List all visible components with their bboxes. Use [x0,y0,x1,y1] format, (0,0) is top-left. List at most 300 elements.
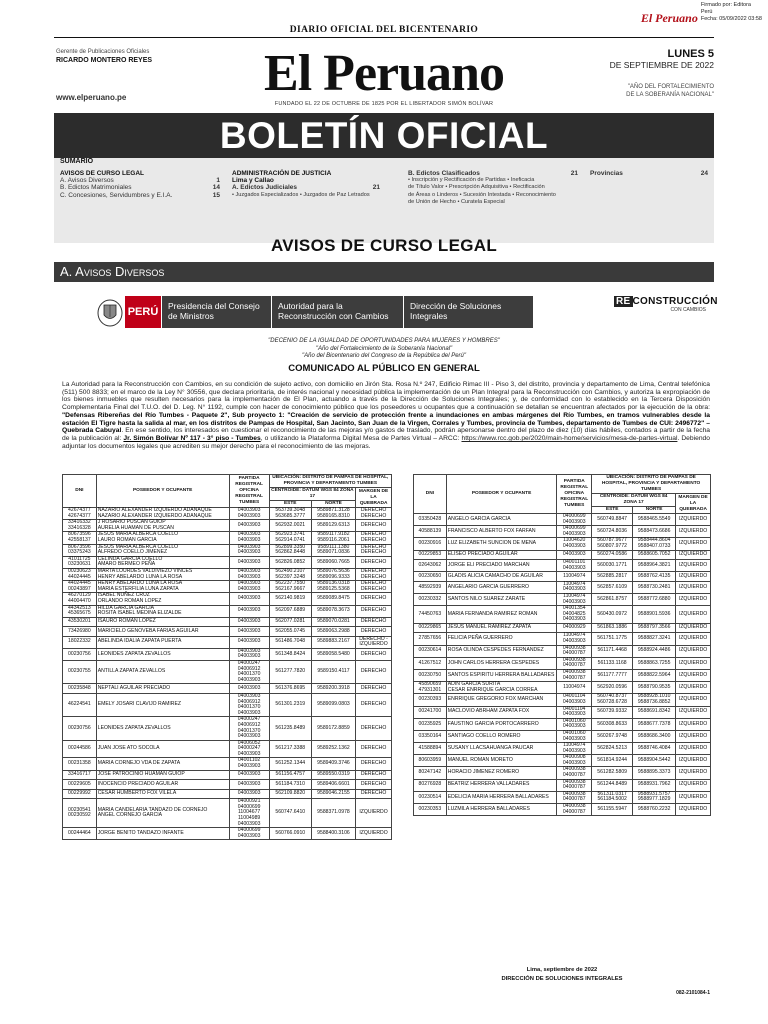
table-row [414,718,711,730]
cell-dni: 44342513 45365675 [63,605,97,617]
sumario-item[interactable] [590,170,708,177]
cell-dni: 00230514 [414,791,447,803]
recons-main-text: CONSTRUCCIÓN [632,296,718,307]
cell-norte: 9588901.5936 [633,606,676,624]
body-text: . En ese sentido, los interesados en cuestionar el reconocimiento de las mejoras y/o gastos de traslado, podrán apersonarse dentro del plazo de diez (10) días hábiles, contados a partir de la fecha de la publicación al: [62,427,711,442]
cell-partida: 04000938 04000787 [557,804,592,816]
mesa-partes-link[interactable]: https://www.rcc.gob.pe/2020/main-home/servicios/mesa-de-partes-virtual [461,434,678,442]
issue-day: LUNES 5 [667,48,714,60]
cell-este: 561252.1344 [269,758,311,770]
cell-partida: 04000938 04000787 [557,767,592,779]
cell-dni: 43530201 [63,617,97,627]
cell-owner: ABELINDA IDALIA ZAPATA PUERTA [96,636,229,648]
cell-norte: 9588863.7255 [633,657,676,669]
cell-partida: 04000908 04003903 [557,755,592,767]
table-row [63,828,392,840]
cell-norte: 9588746.4084 [633,743,676,755]
table-row [414,633,711,645]
cell-norte: 9588691.8342 [633,706,676,718]
recons-re: RE [616,296,631,307]
col-este: ESTE [269,501,311,508]
cell-este: 560030.1771 [592,560,633,572]
dsi-logo: Dirección de Soluciones Integrales [403,296,533,328]
table-body-right [414,514,711,816]
cell-owner: SUSANY LLACSAHUANGA PAUCAR [446,743,557,755]
table-row [414,560,711,572]
sumario-item[interactable] [408,170,578,177]
cell-partida: 04003903 [229,520,269,532]
cell-norte: 9588371.0978 [311,799,355,828]
masthead-top-title: DIARIO OFICIAL DEL BICENTENARIO [289,25,479,35]
table-row [63,770,392,780]
cell-margen: IZQUIERDO [676,633,711,645]
affected-table-left [62,474,392,840]
cell-partida: 04000929 [557,623,592,633]
table-row [414,791,711,803]
cell-dni: 42674377 42674377 [63,508,97,520]
sumario-item[interactable] [232,184,380,191]
table-row [63,740,392,758]
cell-este: 562826.0852 [269,556,311,568]
body-text: . Debiendo adjuntar los documentos legales que acrediten su mejor derecho para el reconocimiento de las mejoras. [62,434,710,450]
cell-margen: DERECHO [356,684,392,694]
sumario-col-avisos [60,170,220,199]
cell-owner: MARTA LOURDES VALDIVIEZO VINCES HENRY ABELARDO LUNA LA ROSA [96,568,229,580]
sumario-small: de Áreas o Linderos • Sucesión Intestada • Reconocimiento [408,191,556,198]
sumario-small: • Inscripción y Rectificación de Partidas • Ineficacia [408,177,535,184]
recons-wordmark [614,296,718,307]
cell-owner: JORGE BENITO TANDAZO INFANTE [96,828,229,840]
cell-margen: DERECHO [356,780,392,790]
cell-este: 561244.8489 [592,779,633,791]
col-dni: DNI [63,475,97,508]
cell-este: 560430.0972 [592,606,633,624]
cell-dni: 73426980 [63,627,97,637]
cell-dni: 00230332 [414,593,447,605]
col-este: ESTE [592,507,633,514]
cell-norte: 9588762.4135 [633,572,676,582]
table-row [414,730,711,742]
sumario-small: • Juzgados Especializados • Juzgados de Paz Letrados [232,191,370,198]
cell-owner: JOSE PATROCINIO HUAMAN GUIOP [96,770,229,780]
section-title: AVISOS DE CURSO LEGAL [270,236,498,255]
cell-norte: 9588822.5964 [633,669,676,681]
cell-owner: EDELICIA MARIA HERRERA BALLADARES [446,791,557,803]
cell-dni: 00244586 [63,740,97,758]
table-row [414,743,711,755]
table-row [63,661,392,684]
cell-dni: 80276928 [414,779,447,791]
cell-owner: ISAURO ROMAN LOPEZ [96,617,229,627]
table-row [414,645,711,657]
cell-margen: IZQUIERDO [676,779,711,791]
cell-owner: ADIN GARCIA SURITA CESAR ENRRIQUE GARCIA CORREA [446,682,557,694]
cell-norte: 9588827.3241 [633,633,676,645]
table-row [414,581,711,593]
decenio-line: "Año del Fortalecimiento de la Soberanía Nacional" [315,345,453,352]
cell-margen: DERECHO [356,648,392,660]
sumario-col-provincias [590,170,708,177]
col-partida: PARTIDA REGISTRAL OFICINA REGISTRAL TUMBES [229,475,269,508]
cell-margen: DERECHO [356,693,392,716]
cell-norte: 9588924.4486 [633,645,676,657]
table-row [414,572,711,582]
table-row [414,804,711,816]
cell-norte: 9589172.8859 [311,717,355,740]
founded-line: FUNDADO EL 22 DE OCTUBRE DE 1825 POR EL LIBERTADOR SIMÓN BOLÍVAR [274,101,494,107]
sumario-title: SUMARIO [60,158,94,165]
cell-este: 561235.8489 [269,717,311,740]
cell-margen: IZQUIERDO [356,828,392,840]
cell-partida: 04001104 04003903 [557,706,592,718]
table-row [414,779,711,791]
item-page: 1 [216,177,220,185]
cell-owner: JORGE ELI PRECIADO MARCHAN [446,560,557,572]
cell-norte: 9588964.3821 [633,560,676,572]
table-row [63,617,392,627]
peru-logo: PERÚ [125,296,161,328]
table-row [63,693,392,716]
cell-partida: 04003903 04003903 [229,581,269,593]
cell-owner: CELINDA GARCIA COELLO AMARO BERMEO PEÑA [96,556,229,568]
cell-dni: 00230750 [414,669,447,681]
sumario-item[interactable] [60,184,220,191]
cell-dni: 00230393 [414,694,447,706]
slogan-line: DE LA SOBERANÍA NACIONAL" [626,91,714,98]
cell-partida: 04003903 [229,617,269,627]
cell-partida: 04000938 04000787 [557,657,592,669]
cell-owner: FELICIA PEÑA GUERRERO [446,633,557,645]
cell-owner: FRANCISCO ALBERTO FOX FARFAN [446,526,557,538]
cell-dni: 00230916 [414,538,447,550]
cell-partida: 04000247 04006912 04001370 04003903 [229,661,269,684]
cell-owner: FAUSTINO GARCIA PORTOCARRERO [446,718,557,730]
cell-norte: 9588605.7052 [633,550,676,560]
cell-partida: 04001060 04003903 [557,730,592,742]
cell-norte: 9588904.5442 [633,755,676,767]
cell-margen: IZQUIERDO [676,581,711,593]
table-row [414,669,711,681]
cell-margen: DERECHO [356,556,392,568]
signature-line: Perú [700,9,713,15]
cell-norte: 9588931.7962 [633,779,676,791]
item-label: B. Edictos Matrimoniales [60,184,132,192]
cell-norte: 9589883.2167 [311,636,355,648]
cell-dni: 45890659 47931301 [414,682,447,694]
cell-este: 561217.3388 [269,740,311,758]
cell-norte: 9589070.0281 [311,617,355,627]
cell-norte: 9589252.1362 [311,740,355,758]
cell-owner: ANGELO GARCIA GARCIA [446,514,557,526]
item-page: 15 [212,191,220,199]
cell-norte: 9588686.3400 [633,730,676,742]
sumario-small: de Título Valor • Prescripción Adquisitiva • Rectificación [408,184,545,191]
cell-dni: 02643062 [414,560,447,572]
cell-owner: LEONIDES ZAPATA ZEVALLOS [96,717,229,740]
footer-signer: DIRECCIÓN DE SOLUCIONES INTEGRALES [501,976,623,982]
cell-owner: ELISEO PRECIADO AGUILAR [446,550,557,560]
cell-dni: 00230353 [414,804,447,816]
table-row [63,799,392,828]
cell-partida: 04000699 04003903 [229,828,269,840]
project-name: "Defensas Ribereñas del Río Tumbes - Paquete 2", Sub proyecto 1: "Creación de servicio de protección frente a inundaciones en ambas márgenes del Río Tumbes, en tramos vulnerables desde la estación El Tigre hasta la salida al mar, en los distritos de Pampas de Hospital, San Jacinto, San Juan de la Virgen, Corrales y Tumbes, provincia de Tumbes, departamento de Tumbes de CUI: 2496772" – Quebrada Cabuyal [62,411,710,435]
table-row [414,657,711,669]
table-row [63,568,392,580]
sumario-heading: ADMINISTRACIÓN DE JUSTICIA [232,170,332,177]
cell-partida: 11004974 04003903 [557,633,592,645]
cell-este: 560739.9332 [592,706,633,718]
cell-partida: 11004974 [557,572,592,582]
manager-role: Gerente de Publicaciones Oficiales [56,49,150,55]
signature-logo: El Peruano [640,11,698,25]
table-row [414,623,711,633]
cell-partida: 04001104 04003903 [557,694,592,706]
table-row [414,682,711,694]
cell-partida: 11004620 04003903 [557,538,592,550]
cell-este: 560740.8737 560728.6728 [592,694,633,706]
table-row [63,717,392,740]
cell-margen: DERECHO [356,717,392,740]
cell-partida: 04003903 [229,636,269,648]
cell-dni: 27857656 [414,633,447,645]
col-owner: POSEEDOR Y OCUPANTE [446,475,557,514]
recons-sub-text: CON CAMBIOS [670,307,706,313]
table-row [63,684,392,694]
sumario-heading: AVISOS DE CURSO LEGAL [60,170,145,177]
cell-norte: 9588931.5757 9588977.1829 [633,791,676,803]
cell-partida: 04003903 [229,605,269,617]
signature-line: Fecha: 05/09/2022 03:58 [700,16,762,22]
item-label: A. Edictos Judiciales [232,184,298,192]
cell-partida: 04000247 04006912 04001370 04003903 [229,717,269,740]
col-margen: MARGEN DE LA QUEBRADA [356,488,392,508]
cell-owner: SANTOS NILO SUAREZ ZARATE [446,593,557,605]
cell-owner: LUZ ELIZABETH SUNCION DE MENA [446,538,557,550]
item-page: 21 [570,170,578,177]
cell-dni: 41267512 [414,657,447,669]
table-row [63,789,392,799]
cell-margen: IZQUIERDO [676,623,711,633]
cell-dni: 80247142 [414,767,447,779]
cell-partida: 04000938 04000787 [557,779,592,791]
signature-line: Firmado por: Editora [700,2,751,8]
table-row [63,648,392,660]
cell-este: 561155.5947 [592,804,633,816]
cell-norte: 9589129.6313 [311,520,355,532]
cell-margen: DERECHO [356,627,392,637]
cell-dni: 00230755 [63,661,97,684]
cell-dni: 80673596 03375243 [63,544,97,556]
sumario-col-clasificados [408,170,578,206]
cell-owner: MARIA CORNEJO VDA DE ZAPATA [96,758,229,770]
cell-margen: DERECHO [356,593,392,605]
cell-partida: 04003903 04003903 [229,648,269,660]
cell-margen: IZQUIERDO [676,572,711,582]
cell-norte: 9588400.3106 [311,828,355,840]
arcc-logo: Autoridad para la Reconstrucción con Cambios [271,296,403,328]
cell-dni: 00230614 [414,645,447,657]
cell-partida: 04000921 04000699 11004677 11004989 04003903 [229,799,269,828]
cell-partida: 04003903 [229,770,269,780]
cell-norte: 9589409.3746 [311,758,355,770]
cell-owner: MARIA FERNANDA RAMIREZ ROMAN [446,606,557,624]
cell-owner: MARICIELO GENOVEBA FARIAS AGUILAR [96,627,229,637]
cell-partida: 04003903 [229,789,269,799]
affected-table-right [413,474,711,816]
cell-dni: 00230650 [414,572,447,582]
cell-margen: DERECHO [356,740,392,758]
cell-owner: JOHN CARLOS HERRERA CESPEDES [446,657,557,669]
notice-body [62,381,710,450]
cell-margen: IZQUIERDO [676,560,711,572]
cell-norte: 9588797.3566 [633,623,676,633]
cell-partida: 04001101 04003903 [557,560,592,572]
cell-dni: 00229992 [63,789,97,799]
issue-date [610,48,714,99]
cell-owner: JESUS MANUEL RAMIREZ ZAPATA [446,623,557,633]
cell-partida: 04003903 04003903 [229,568,269,580]
slogan-line: "AÑO DEL FORTALECIMIENTO [627,84,714,90]
cell-dni: 33416332 33416328 [63,520,97,532]
cell-margen: IZQUIERDO [356,799,392,828]
cell-partida: 04000699 04003903 [557,526,592,538]
cell-este: 562490.2107 562397.3248 [269,568,311,580]
table-row [63,556,392,568]
item-label: A. Avisos Diversos [60,177,114,185]
cell-norte: 9589063.2988 [311,627,355,637]
footer-place: Lima, septiembre de 2022 [526,967,598,973]
cell-partida: 11004974 [557,682,592,694]
cell-dni: 00235925 [414,718,447,730]
cell-este: 562861.8757 [592,593,633,605]
cell-norte: 9589060.7665 [311,556,355,568]
cell-este: 561171.4468 [592,645,633,657]
cell-dni: 03350428 [414,514,447,526]
cell-partida: 04003903 [229,684,269,694]
cell-este: 560274.0586 [592,550,633,560]
cell-este: 561376.8695 [269,684,311,694]
cell-margen: DERECHO DERECHO [356,581,392,593]
cell-este: 561486.7048 [269,636,311,648]
cell-norte: 9589117.9182 9589116.2061 [311,532,355,544]
cell-norte: 9588677.7378 [633,718,676,730]
cell-owner: JESUS MARIA ALBERCA COELLO LAURO ROMAN GARCIA [96,532,229,544]
year-slogan [610,84,714,99]
comunicado-title: COMUNICADO AL PÚBLICO EN GENERAL [288,363,480,374]
cell-margen: DERECHO DERECHO [356,568,392,580]
table-row [414,694,711,706]
cell-este: 560787.9677 560807.9772 [592,538,633,550]
cell-este: 560267.9748 [592,730,633,742]
cell-partida: 04000938 04000787 [557,791,592,803]
decenio-line: "Año del Bicentenario del Congreso de la República del Perú" [301,353,467,359]
manager-name: RICARDO MONTERO REYES [56,56,153,64]
table-body-left [63,508,392,840]
cell-margen: DERECHO [356,789,392,799]
cell-owner: JUAN JOSE ATO SOCOLA [96,740,229,758]
cell-margen: IZQUIERDO [676,682,711,694]
cell-norte: 9588760.2232 [633,804,676,816]
cell-margen: IZQUIERDO [676,791,711,803]
table-row [414,706,711,718]
col-norte: NORTE [633,507,676,514]
cell-margen: DERECHO [356,605,392,617]
cell-margen: IZQUIERDO [676,550,711,560]
cell-norte: 9588730.2481 [633,581,676,593]
table-row [63,627,392,637]
cell-norte: 9588928.1010 9588736.8852 [633,694,676,706]
cell-dni: 00230623 44024445 [63,568,97,580]
table-row [63,544,392,556]
cell-este: 561311.0317 561184.5002 [592,791,633,803]
table-row [63,508,392,520]
cell-margen: IZQUIERDO [676,645,711,657]
cell-este: 562923.3741 562914.0741 [269,532,311,544]
sumario-item[interactable] [60,192,220,199]
cell-owner: SANTIAGO COELLO ROMERO [446,730,557,742]
section-bar: A. Avisos Diversos [54,262,714,282]
cell-dni: 00231358 [63,758,97,770]
cell-owner: SANTOS ESPIRITU HERRERA BALLADARES [446,669,557,681]
cell-dni: 41588894 [414,743,447,755]
cell-este: 561814.9244 [592,755,633,767]
cell-dni: 00230756 [63,717,97,740]
cell-margen: IZQUIERDO [676,804,711,816]
item-label: B. Edictos Clasificados [408,170,480,177]
col-dni: DNI [414,475,447,514]
website-link[interactable]: www.elperuano.pe [56,93,127,102]
col-ubicacion: UBICACIÓN: DISTRITO DE PAMPAS DE HOSPITAL, PROVINCIA Y DEPARTAMENTO TUMBES [269,475,391,488]
cell-dni: 00229605 [63,780,97,790]
cell-partida: 04001060 04003903 [557,718,592,730]
cell-dni: 00235848 [63,684,97,694]
cell-margen: DERECHO [356,770,392,780]
cell-margen: DERECHO DERECHO [356,544,392,556]
col-centroide: CENTROIDE: DATUM WGS 84 ZONA 17 [271,488,354,499]
table-row [414,550,711,560]
coat-of-arms-icon [95,296,125,328]
cell-norte: 9588473.6686 [633,526,676,538]
cell-este: 561863.1886 [592,623,633,633]
table-row [63,593,392,605]
pcm-logo: Presidencia del Consejo de Ministros [161,296,271,328]
cell-margen: DERECHO DERECHO [356,532,392,544]
cell-este: 562077.0281 [269,617,311,627]
cell-este: 562932.0021 [269,520,311,532]
item-page: 21 [372,184,380,192]
table-row [414,526,711,538]
cell-margen: DERECHO [356,617,392,627]
cell-dni: 03350164 [414,730,447,742]
cell-dni: 80673596 42558137 [63,532,97,544]
cell-dni: 00241700 [414,706,447,718]
cell-partida: 04000699 04003903 [557,514,592,526]
cell-owner: CESAR HUMBERTO FOX VILELA [96,789,229,799]
sumario-item[interactable] [60,177,220,184]
cell-norte: 9589406.6601 [311,780,355,790]
cell-owner: BEATRIZ HERRERA VALLADARES [446,779,557,791]
item-page: 24 [700,170,708,177]
cell-owner: ANGELARIO GARCIA GUERRERO [446,581,557,593]
cell-dni: 80603959 [414,755,447,767]
table-row [414,755,711,767]
cell-norte: 9589150.4117 [311,661,355,684]
ad-code: 082-2101084-1 [676,990,710,996]
cell-margen: IZQUIERDO [676,514,711,526]
cell-este: 561277.7820 [269,661,311,684]
cell-margen: IZQUIERDO [676,767,711,779]
cell-este: 562885.2817 [592,572,633,582]
